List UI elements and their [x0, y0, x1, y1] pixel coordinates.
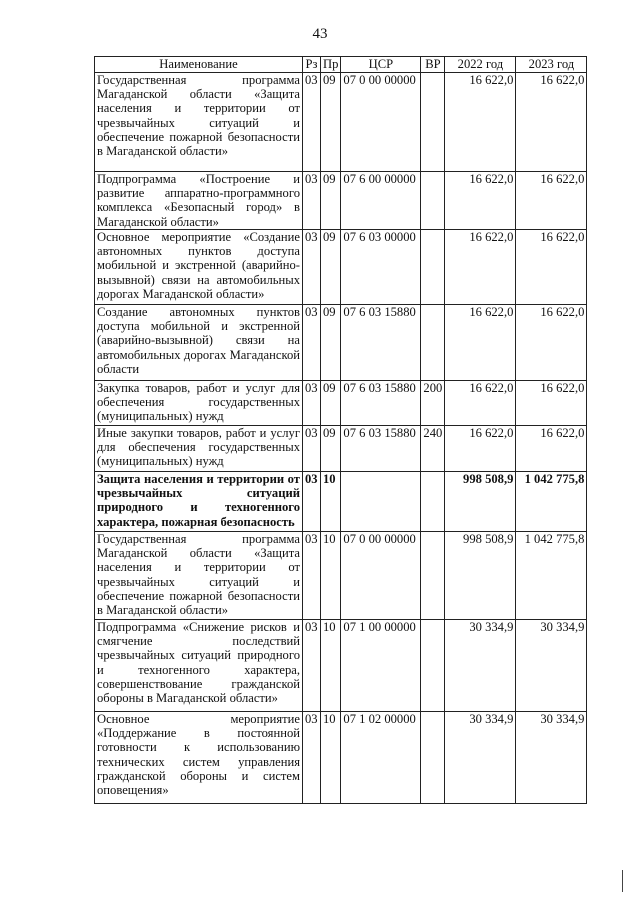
- table-header-row: [95, 57, 587, 73]
- row-2022: 16 622,0: [445, 426, 516, 472]
- row-pr: 09: [321, 381, 341, 426]
- row-2023: 1 042 775,8: [516, 472, 587, 532]
- row-name: Иные закупки товаров, работ и услуг для обеспечения государственных (муниципальных) нужд: [95, 426, 303, 472]
- row-name: Создание автономных пунктов доступа мобильной и экстренной (аварийно-вызывной) связи на автомобильных дорогах Магаданской области: [95, 305, 303, 381]
- row-name: Подпрограмма «Построение и развитие аппаратно-программного комплекса «Безопасный город» в Магаданской области»: [95, 172, 303, 230]
- row-2023: 16 622,0: [516, 305, 587, 381]
- row-vr: [421, 712, 445, 804]
- row-vr: [421, 172, 445, 230]
- row-vr: [421, 230, 445, 305]
- row-csr: 07 1 00 00000: [341, 620, 421, 712]
- header-vr: ВР: [421, 57, 445, 73]
- row-vr: 240: [421, 426, 445, 472]
- row-vr: [421, 532, 445, 620]
- row-vr: [421, 305, 445, 381]
- row-vr: [421, 73, 445, 172]
- table-row: [95, 712, 587, 804]
- page-number: 43: [312, 26, 328, 42]
- row-csr: 07 6 03 15880: [341, 305, 421, 381]
- row-rz: 03: [303, 532, 321, 620]
- row-name: Основное мероприятие «Поддержание в постоянной готовности к использованию технических систем управления гражданской обороны и систем оповещения»: [95, 712, 303, 804]
- row-2022: 16 622,0: [445, 73, 516, 172]
- row-vr: [421, 620, 445, 712]
- row-vr: 200: [421, 381, 445, 426]
- row-rz: 03: [303, 230, 321, 305]
- row-name: Закупка товаров, работ и услуг для обеспечения государственных (муниципальных) нужд: [95, 381, 303, 426]
- row-2023: 30 334,9: [516, 620, 587, 712]
- header-rz: Рз: [303, 57, 321, 73]
- table-row: [95, 620, 587, 712]
- table-row: [95, 230, 587, 305]
- row-2023: 16 622,0: [516, 381, 587, 426]
- table-row: [95, 472, 587, 532]
- row-rz: 03: [303, 381, 321, 426]
- row-csr: 07 6 00 00000: [341, 172, 421, 230]
- header-pr: Пр: [321, 57, 341, 73]
- row-vr: [421, 472, 445, 532]
- row-rz: 03: [303, 172, 321, 230]
- row-csr: 07 6 03 00000: [341, 230, 421, 305]
- row-pr: 09: [321, 305, 341, 381]
- row-2023: 16 622,0: [516, 73, 587, 172]
- row-2023: 16 622,0: [516, 230, 587, 305]
- row-2022: 16 622,0: [445, 305, 516, 381]
- row-csr: 07 0 00 00000: [341, 532, 421, 620]
- row-pr: 09: [321, 426, 341, 472]
- row-2022: 30 334,9: [445, 620, 516, 712]
- header-2023: 2023 год: [516, 57, 587, 73]
- row-2022: 16 622,0: [445, 381, 516, 426]
- row-csr: 07 6 03 15880: [341, 426, 421, 472]
- row-2022: 30 334,9: [445, 712, 516, 804]
- table-row: [95, 426, 587, 472]
- row-name: Защита населения и территории от чрезвычайных ситуаций природного и техногенного характера, пожарная безопасность: [95, 472, 303, 532]
- row-rz: 03: [303, 305, 321, 381]
- row-rz: 03: [303, 73, 321, 172]
- row-rz: 03: [303, 712, 321, 804]
- row-2023: 30 334,9: [516, 712, 587, 804]
- row-2022: 16 622,0: [445, 172, 516, 230]
- row-pr: 10: [321, 620, 341, 712]
- table-row: [95, 305, 587, 381]
- row-2023: 1 042 775,8: [516, 532, 587, 620]
- table-row: [95, 172, 587, 230]
- margin-mark: [622, 870, 623, 892]
- header-2022: 2022 год: [445, 57, 516, 73]
- row-2022: 998 508,9: [445, 472, 516, 532]
- budget-table: [94, 56, 587, 804]
- row-csr: 07 6 03 15880: [341, 381, 421, 426]
- row-rz: 03: [303, 426, 321, 472]
- row-pr: 10: [321, 472, 341, 532]
- row-pr: 09: [321, 230, 341, 305]
- row-rz: 03: [303, 620, 321, 712]
- row-name: Государственная программа Магаданской области «Защита населения и территории от чрезвычайных ситуаций и обеспечение пожарной безопасности в Магаданской области»: [95, 532, 303, 620]
- row-name: Государственная программа Магаданской области «Защита населения и территории от чрезвычайных ситуаций и обеспечение пожарной безопасности в Магаданской области»: [95, 73, 303, 172]
- row-csr: 07 0 00 00000: [341, 73, 421, 172]
- row-pr: 10: [321, 532, 341, 620]
- header-csr: ЦСР: [341, 57, 421, 73]
- row-name: Подпрограмма «Снижение рисков и смягчение последствий чрезвычайных ситуаций природного и техногенного характера, совершенствование гражданской обороны в Магаданской области»: [95, 620, 303, 712]
- row-pr: 10: [321, 712, 341, 804]
- row-csr: [341, 472, 421, 532]
- row-2023: 16 622,0: [516, 172, 587, 230]
- row-rz: 03: [303, 472, 321, 532]
- table-row: [95, 532, 587, 620]
- row-name: Основное мероприятие «Создание автономных пунктов доступа мобильной и экстренной (аварийно-вызывной) связи на автомобильных дорогах Магаданской области»: [95, 230, 303, 305]
- table-row: [95, 381, 587, 426]
- row-pr: 09: [321, 172, 341, 230]
- table-row: [95, 73, 587, 172]
- header-name: Наименование: [95, 57, 303, 73]
- row-2022: 998 508,9: [445, 532, 516, 620]
- row-csr: 07 1 02 00000: [341, 712, 421, 804]
- row-pr: 09: [321, 73, 341, 172]
- row-2023: 16 622,0: [516, 426, 587, 472]
- row-2022: 16 622,0: [445, 230, 516, 305]
